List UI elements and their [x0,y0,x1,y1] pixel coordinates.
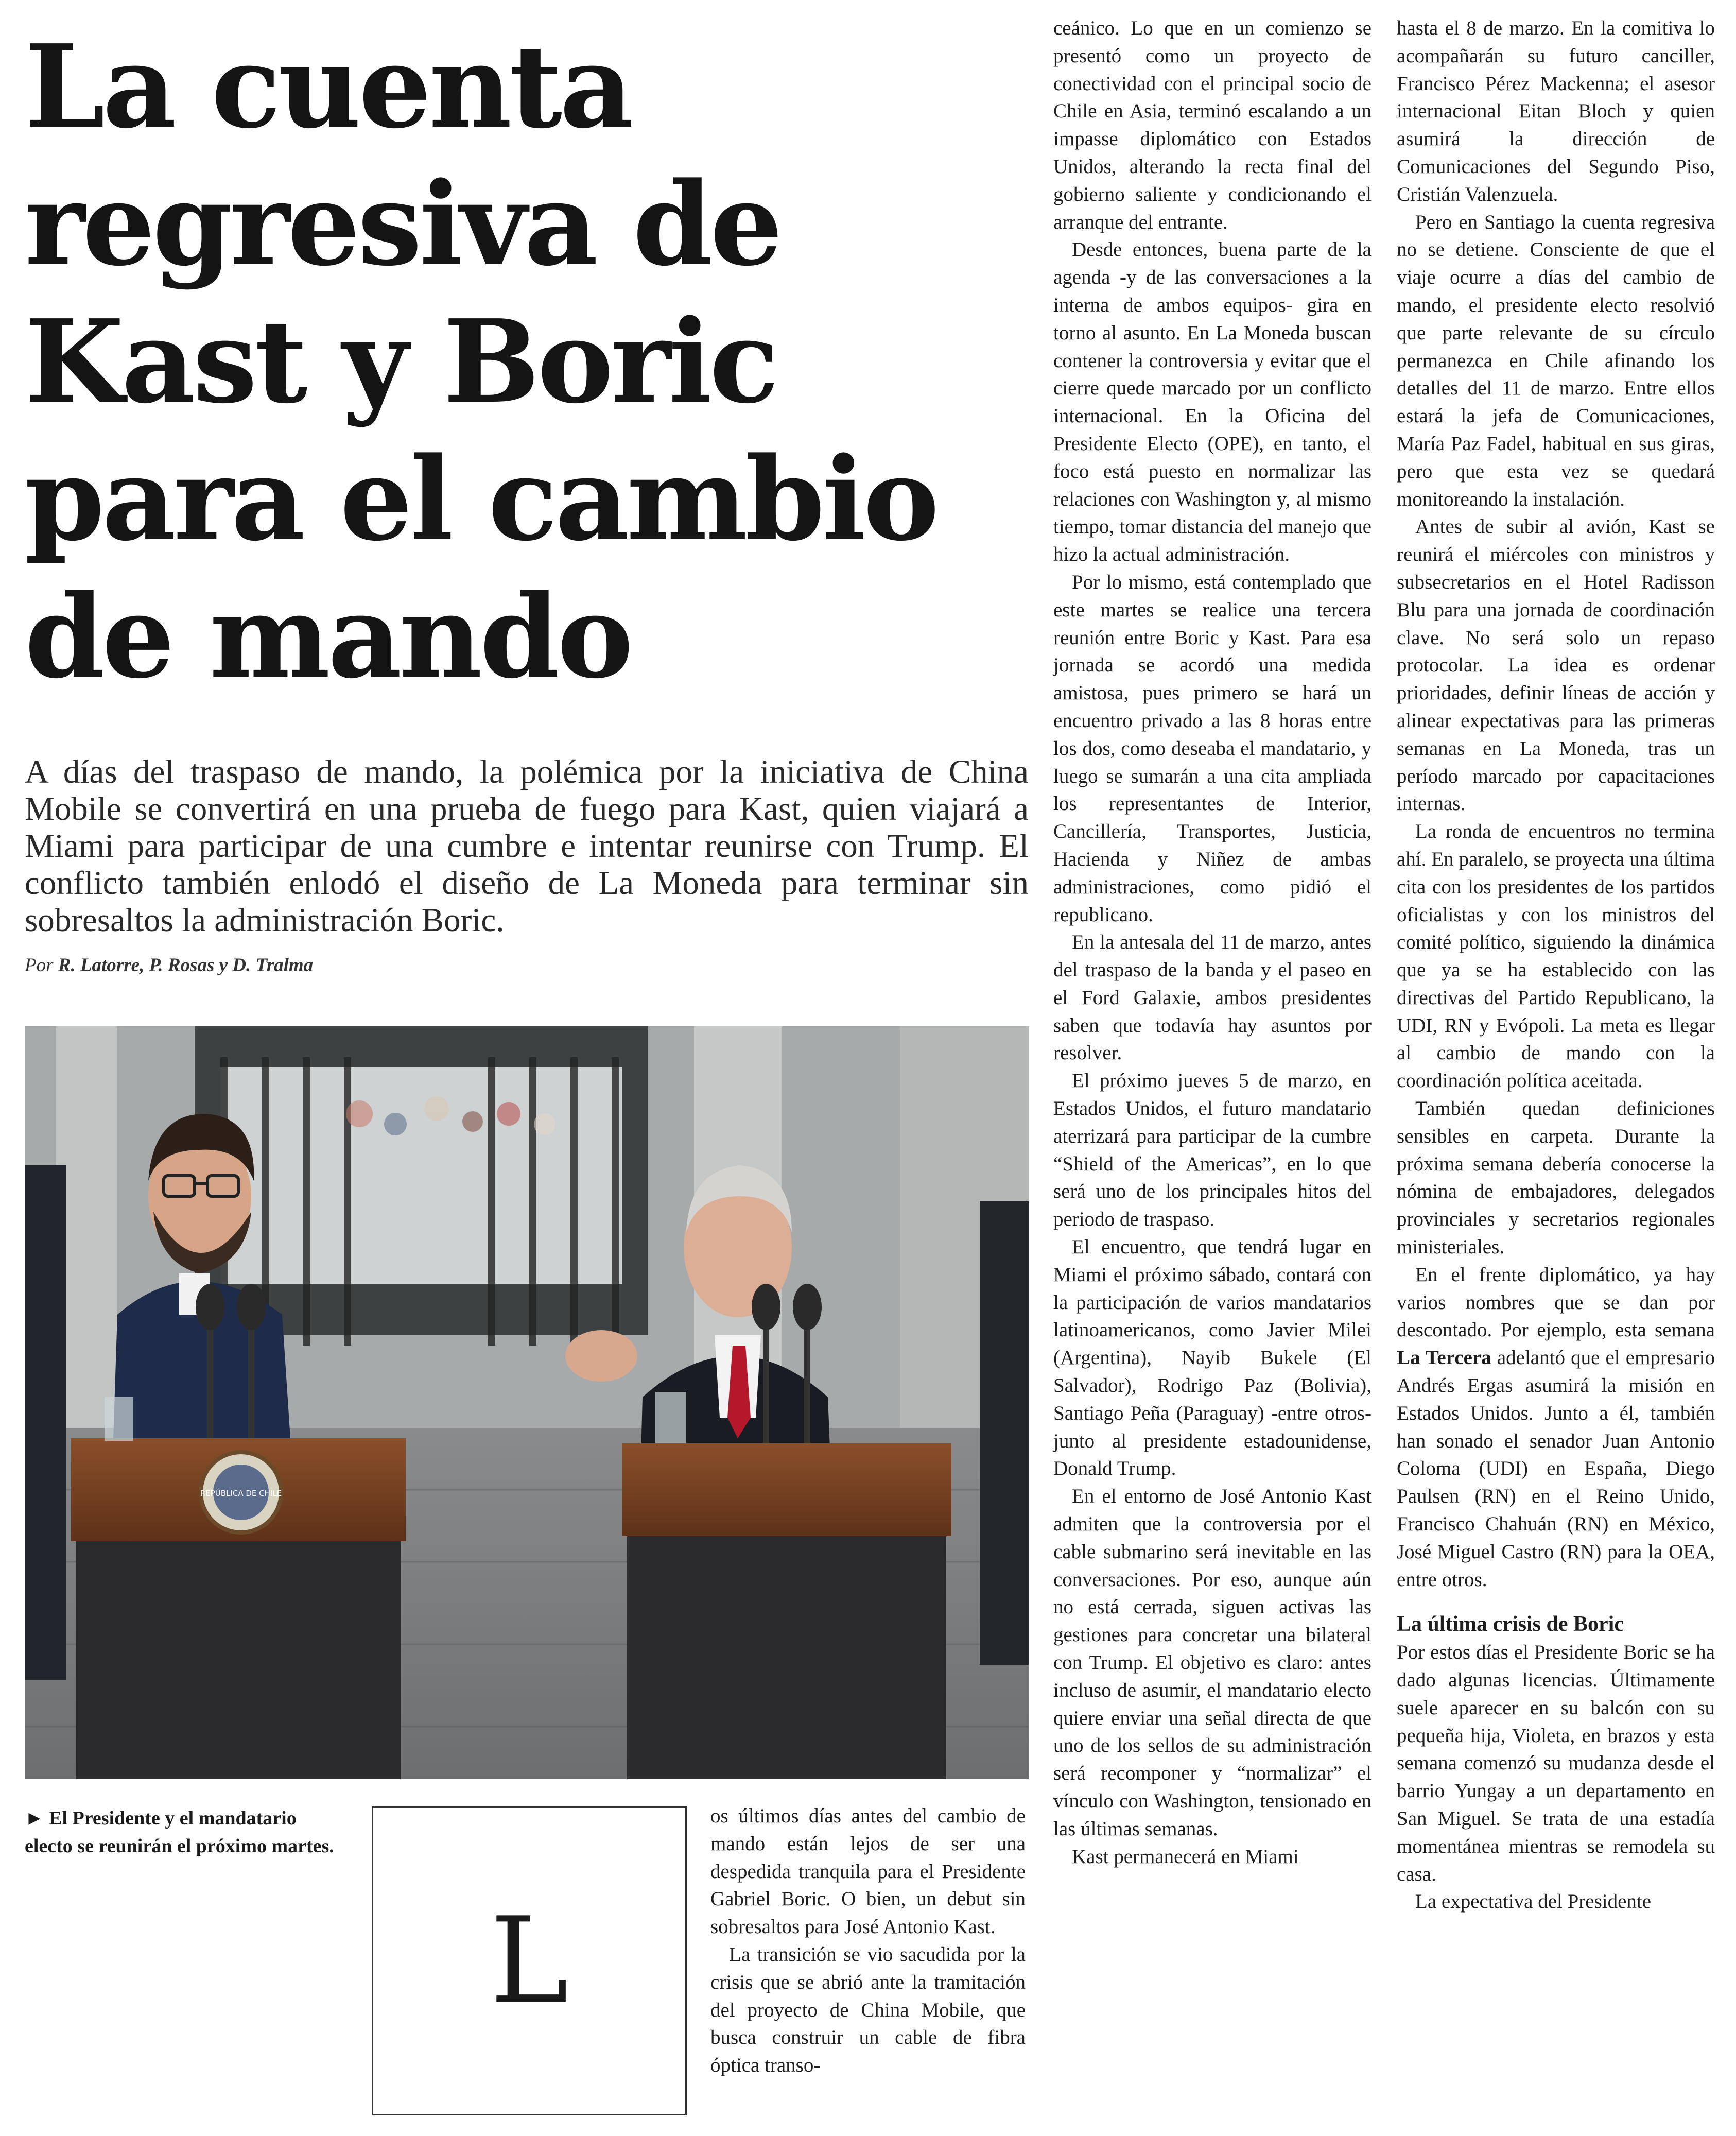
article-column-3 [1397,14,1715,1916]
paragraph: Antes de subir al avión, Kast se reunirá el miércoles con ministros y subsecretarios en el Hotel Radisson Blu para una jornada de coordinación clave. No será solo un repaso protocolar. La idea es ordenar prioridades, definir líneas de acción y alinear expectativas para las primeras semanas en La Moneda, tras un período marcado por capacitaciones internas. [1397,515,1715,815]
caption-text: El Presidente y el mandatario electo se reunirán el próximo martes. [25,1807,334,1857]
paragraph: En el entorno de José Antonio Kast admiten que la controversia por el cable submarino será inevitable en las conversaciones. Por eso, aunque aún no está cerrada, siguen activas las gestiones para concretar una bilateral con Trump. El objetivo es claro: antes incluso de asumir, el mandatario electo quiere enviar una señal directa de que uno de los sellos de su administración será recomponer y “normalizar” el vínculo con Washington, tensionado en las últimas semanas. [1053,1485,1372,1840]
headline-line: regresiva de [25,158,780,291]
article-column-1 [710,1802,1026,2079]
paragraph: Pero en Santiago la cuenta regresiva no se detiene. Consciente de que el viaje ocurre a días del cambio de mando, el presidente electo resolvió que parte relevante de su círculo permanezca en Chile afinando los detalles del 11 de marzo. Entre ellos estará la jefa de Comunicaciones, María Paz Fadel, habitual en sus giras, pero que esta vez se quedará monitoreando la instalación. [1397,211,1715,510]
paragraph: La expectativa del Presidente [1415,1890,1652,1913]
headline-line: La cuenta [25,20,631,154]
byline-authors: R. Latorre, P. Rosas y D. Tralma [58,955,314,976]
deck-summary: A días del traspaso de mando, la polémica por la iniciativa de China Mobile se convertirá en una prueba de fuego para Kast, quien viajará a Miami para participar de una cumbre e intentar reunirse con Trump. El conflicto también enlodó el diseño de La Moneda para terminar sin sobresaltos la administración Boric. [25,753,1029,939]
paragraph: El próximo jueves 5 de marzo, en Estados Unidos, el futuro mandatario aterrizará para participar de la cumbre “Shield of the Americas”, en lo que será uno de los principales hitos del periodo de traspaso. [1053,1070,1372,1231]
paragraph: Kast permanecerá en Miami [1072,1845,1299,1868]
paragraph: os últimos días antes del cambio de mando están lejos de ser una despedida tranquila para el Presidente Gabriel Boric. O bien, un debut sin sobresaltos para José Antonio Kast. [710,1805,1026,1938]
paragraph: ceánico. Lo que en un comienzo se presentó como un proyecto de conectividad con el principal socio de Chile en Asia, terminó escalando a un impasse diplomático con Estados Unidos, alterando la recta final del gobierno saliente y condicionando el arranque del entrante. [1053,17,1372,233]
subhead: La última crisis de Boric [1397,1612,1624,1637]
paragraph: En la antesala del 11 de marzo, antes del traspaso de la banda y el paseo en el Ford Galaxie, ambos presidentes saben que todavía hay asuntos por resolver. [1053,931,1372,1064]
caption-marker-icon: ► [25,1807,44,1829]
paragraph: La transición se vio sacudida por la crisis que se abrió ante la tramitación del proyecto de China Mobile, que busca construir un cable de fibra óptica transo- [710,1943,1026,2077]
article-column-2 [1053,14,1372,1870]
podium-seal-text: REPÚBLICA DE CHILE [200,1489,282,1498]
photo-caption [25,1804,339,1860]
headline-line: de mando [25,570,631,704]
drop-cap: L [372,1806,687,2115]
paragraph: Desde entonces, buena parte de la agenda -y de las conversaciones a la interna de ambos equipos- gira en torno al asunto. En La Moneda buscan contener la controversia y evitar que el cierre quede marcado por un conflicto internacional. En la Oficina del Presidente Electo (OPE), en tanto, el foco está puesto en normalizar las relaciones con Washington y, al mismo tiempo, tomar distancia del manejo que hizo la actual administración. [1053,238,1372,566]
byline-prefix: Por [25,955,54,976]
headline-line: para el cambio [25,433,937,566]
paragraph: Por estos días el Presidente Boric se ha dado algunas licencias. Últimamente suele aparecer en su balcón con su pequeña hija, Violeta, en brazos y esta semana comenzó su mudanza desde el barrio Yungay a un departamento en San Miguel. Se trata de una estadía momentánea mientras se remodela su casa. [1397,1641,1715,1885]
headline-line: Kast y Boric [25,295,777,429]
news-photo [25,1026,1029,1779]
photo-illustration [25,1026,1029,1779]
paragraph: Por lo mismo, está contemplado que este martes se realice una tercera reunión entre Boric y Kast. Para esa jornada se acordó una medida amistosa, pues primero se hará un encuentro privado a las 8 horas entre los dos, como deseaba el mandatario, y luego se sumarán a una cita ampliada los representantes de Interior, Cancillería, Transportes, Justicia, Hacienda y Niñez de ambas administraciones, como pidió el republicano. [1053,571,1372,926]
text-span: En el frente diplomático, ya hay varios nombres que se dan por descontado. Por ejemplo, esta semana [1397,1263,1715,1341]
headline [25,19,1029,706]
paragraph-diplomatic [1397,1261,1715,1594]
paragraph: El encuentro, que tendrá lugar en Miami el próximo sábado, contará con la participación de varios mandatarios latinoamericanos, como Javier Milei (Argentina), Nayib Bukele (El Salvador), Rodrigo Paz (Bolivia), Santiago Peña (Paraguay) -entre otros- junto al presidente estadounidense, Donald Trump. [1053,1236,1372,1480]
paragraph: La ronda de encuentros no termina ahí. En paralelo, se proyecta una última cita con los presidentes de los partidos oficialistas y con los ministros del comité político, siguiendo la dinámica que ya se ha establecido con las directivas del Partido Republicano, la UDI, RN y Evópoli. La meta es llegar al cambio de mando con la coordinación política aceitada. [1397,820,1715,1092]
paragraph: hasta el 8 de marzo. En la comitiva lo acompañarán su futuro canciller, Francisco Pérez Mackenna; el asesor internacional Eitan Bloch y quien asumirá la dirección de Comunicaciones del Segundo Piso, Cristián Valenzuela. [1397,17,1715,205]
newspaper-name: La Tercera [1397,1347,1491,1369]
byline [25,954,1029,976]
paragraph: También quedan definiciones sensibles en carpeta. Durante la próxima semana debería conocerse la nómina de embajadores, delegados provinciales y secretarios regionales ministeriales. [1397,1097,1715,1259]
text-span: adelantó que el empresario Andrés Ergas asumirá la misión en Estados Unidos. Junto a él, también han sonado el senador Juan Antonio Coloma (UDI) en España, Diego Paulsen (RN) en el Reino Unido, Francisco Chahuán (RN) en México, José Miguel Castro (RN) para la OEA, entre otros. [1397,1347,1715,1591]
